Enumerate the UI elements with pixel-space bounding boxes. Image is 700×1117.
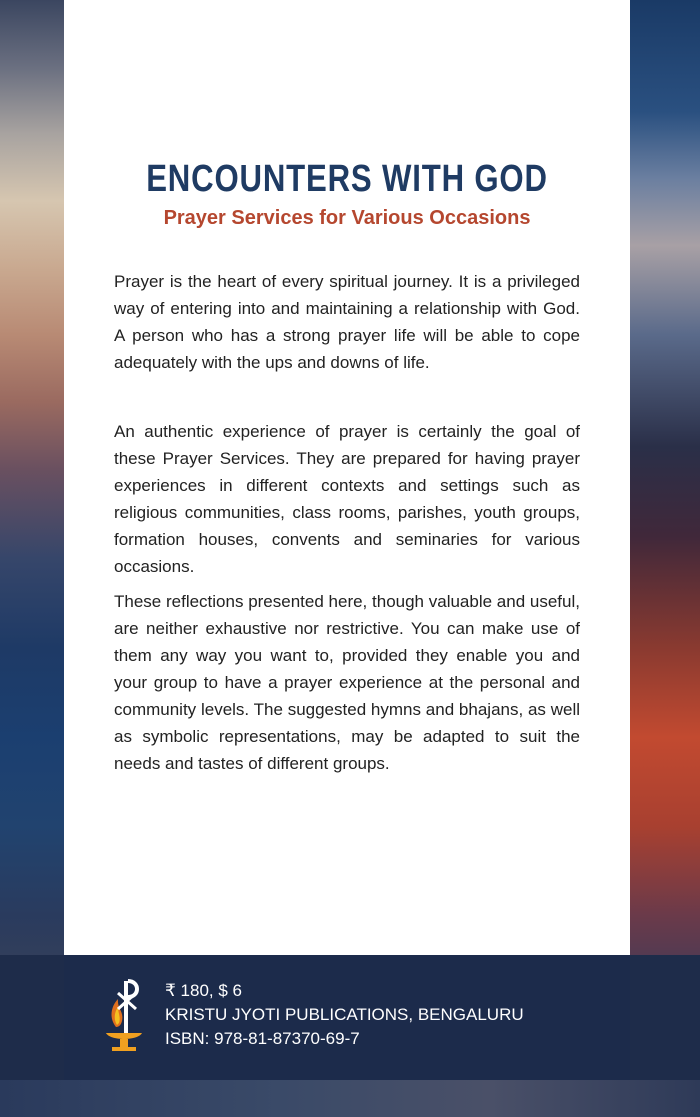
blurb-paragraph-2: An authentic experience of prayer is certainly the goal of these Prayer Services. They are prepared for having prayer experiences in different contexts and settings such as religious communities, class rooms, parishes, youth groups, formation houses, convents and seminaries for various occasions. xyxy=(114,422,580,576)
bottom-strip xyxy=(0,1080,700,1117)
chi-rho-lamp-icon xyxy=(100,975,148,1055)
cover-background-right-strip xyxy=(630,0,700,1117)
blurb-paragraph-1: Prayer is the heart of every spiritual journey. It is a privileged way of entering into and maintaining a relationship with God. A person who has a strong prayer life will be able to cope adequately with the ups and downs of life. xyxy=(114,272,580,372)
book-subtitle: Prayer Services for Various Occasions xyxy=(163,207,531,229)
price-label: ₹ 180, $ 6 xyxy=(165,981,242,1000)
back-cover-panel xyxy=(64,0,630,955)
publisher-label: KRISTU JYOTI PUBLICATIONS, BENGALURU xyxy=(165,1005,524,1024)
blurb-paragraph-3: These reflections presented here, though valuable and useful, are neither exhaustive nor restrictive. You can make use of them any way you want to, provided they enable you and your group to have a prayer experience at the personal and community levels. The suggested hymns and bhajans, as well as symbolic representations, may be adapted to suit the needs and tastes of different groups. xyxy=(114,592,580,773)
isbn-label: ISBN: 978-81-87370-69-7 xyxy=(165,1029,360,1048)
book-title: ENCOUNTERS WITH GOD xyxy=(146,158,548,200)
